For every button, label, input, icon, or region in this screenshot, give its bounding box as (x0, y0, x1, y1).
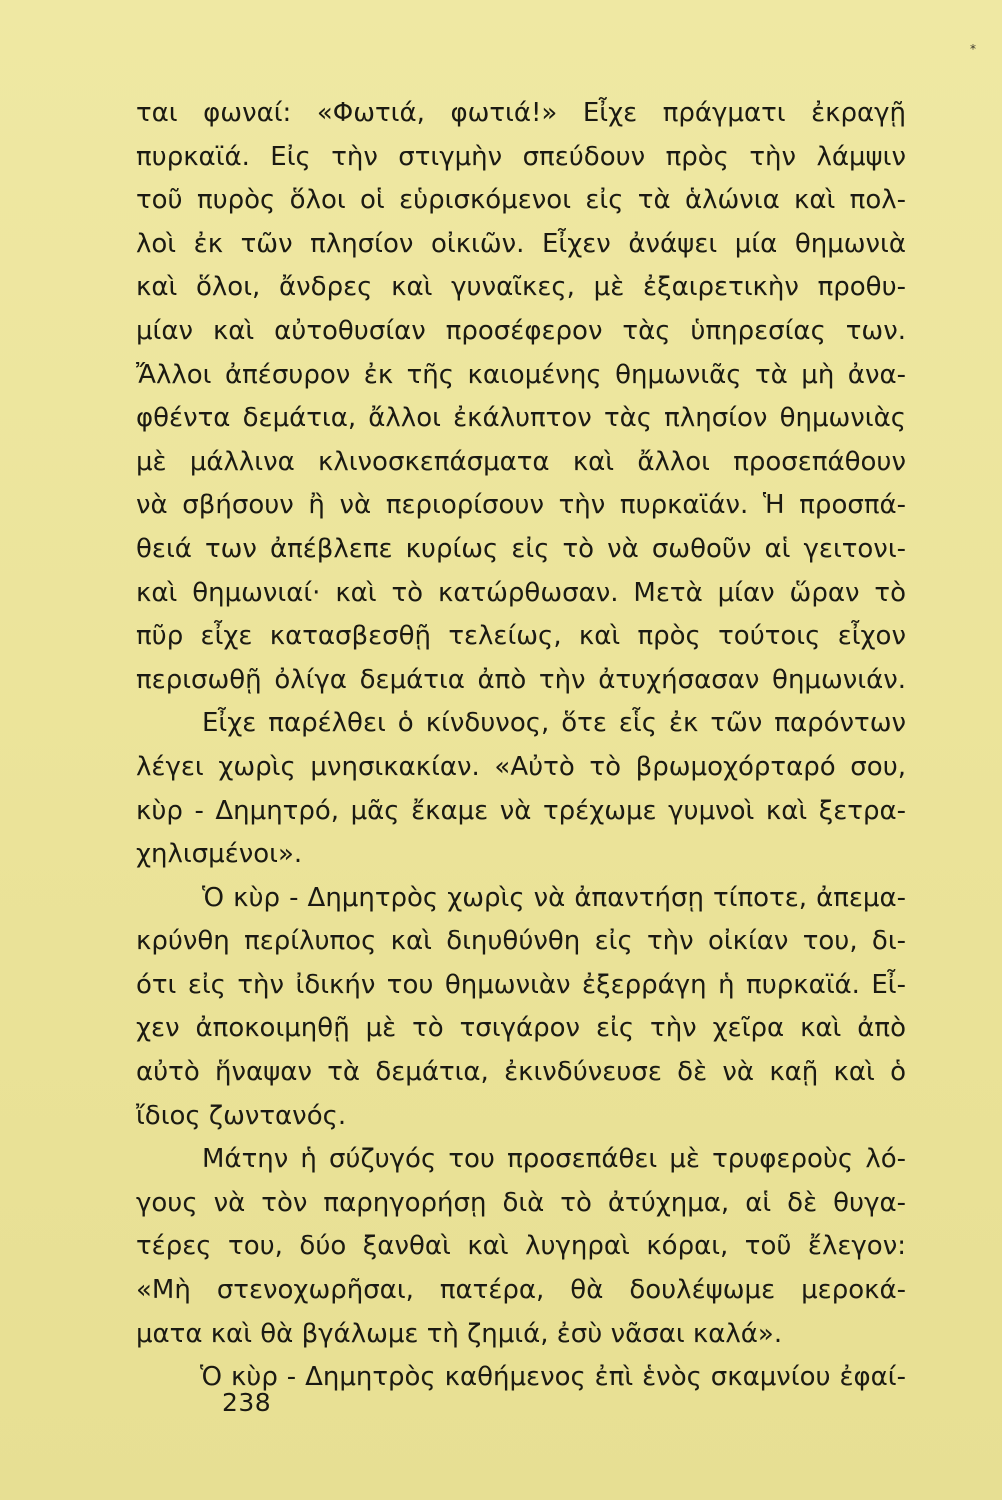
text-line: μίαν καὶ αὐτοθυσίαν προσέφερον τὰς ὑπηρεσίας των. (136, 315, 906, 346)
text-line: τέρες του, δύο ξανθαὶ καὶ λυγηραὶ κόραι, τοῦ ἔλεγον: (136, 1231, 906, 1262)
text-line: πῦρ εἶχε κατασβεσθῇ τελείως, καὶ πρὸς τούτοις εἶχον (136, 621, 906, 652)
text-line: κὺρ - Δημητρό, μᾶς ἔκαμε νὰ τρέχωμε γυμνοὶ καὶ ξετρα- (136, 795, 906, 826)
text-line: αὐτὸ ἥναψαν τὰ δεμάτια, ἐκινδύνευσε δὲ νὰ καῇ καὶ ὁ (136, 1057, 906, 1088)
text-line: ότι εἰς τὴν ἰδικήν του θημωνιὰν ἐξερράγη ἡ πυρκαϊά. Εἶ- (136, 969, 906, 1000)
text-line: φθέντα δεμάτια, ἄλλοι ἐκάλυπτον τὰς πλησίον θημωνιὰς (136, 403, 906, 434)
text-line: Ἄλλοι ἀπέσυρον ἐκ τῆς καιομένης θημωνιᾶς τὰ μὴ ἀνα- (136, 359, 906, 390)
text-line: «Μὴ στενοχωρῆσαι, πατέρα, θὰ δουλέψωμε μεροκά- (136, 1275, 906, 1306)
text-line: Εἶχε παρέλθει ὁ κίνδυνος, ὅτε εἷς ἐκ τῶν παρόντων (202, 708, 906, 739)
text-line: Ὁ κὺρ - Δημητρὸς χωρὶς νὰ ἀπαντήσῃ τίποτε, ἀπεμα- (202, 882, 906, 913)
page-body-text (136, 92, 906, 1400)
text-line: λέγει χωρὶς μνησικακίαν. «Αὐτὸ τὸ βρωμοχόρταρό σου, (136, 751, 906, 782)
text-line: νὰ σβήσουν ἢ νὰ περιορίσουν τὴν πυρκαϊάν. Ἡ προσπά- (136, 490, 906, 521)
text-line: ματα καὶ θὰ βγάλωμε τὴ ζημιά, ἐσὺ νᾶσαι καλά». (136, 1318, 783, 1349)
text-line: γους νὰ τὸν παρηγορήσῃ διὰ τὸ ἀτύχημα, αἱ δὲ θυγα- (136, 1187, 906, 1218)
text-line: Ὁ κὺρ - Δημητρὸς καθήμενος ἐπὶ ἑνὸς σκαμνίου ἐφαί- (200, 1362, 906, 1393)
text-line: ται φωναί: «Φωτιά, φωτιά!» Εἶχε πράγματι ἐκραγῇ (136, 98, 906, 128)
text-line: καὶ ὅλοι, ἄνδρες καὶ γυναῖκες, μὲ ἐξαιρετικὴν προθυ- (136, 272, 906, 303)
page-number: 238 (222, 1388, 272, 1417)
text-line: λοὶ ἐκ τῶν πλησίον οἰκιῶν. Εἶχεν ἀνάψει μία θημωνιὰ (136, 228, 906, 259)
text-line: καὶ θημωνιαί· καὶ τὸ κατώρθωσαν. Μετὰ μίαν ὥραν τὸ (136, 577, 906, 608)
corner-mark: * (970, 42, 976, 56)
text-line: μὲ μάλλινα κλινοσκεπάσματα καὶ ἄλλοι προσεπάθουν (136, 446, 906, 477)
text-line: ἴδιος ζωντανός. (136, 1100, 347, 1131)
text-line: Μάτην ἡ σύζυγός του προσεπάθει μὲ τρυφεροὺς λό- (202, 1144, 906, 1175)
text-line: τοῦ πυρὸς ὅλοι οἱ εὑρισκόμενοι εἰς τὰ ἁλώνια καὶ πολ- (136, 185, 906, 216)
text-line: χηλισμένοι». (136, 839, 303, 870)
text-line: περισωθῇ ὀλίγα δεμάτια ἀπὸ τὴν ἀτυχήσασαν θημωνιάν. (136, 664, 906, 695)
text-line: χεν ἀποκοιμηθῇ μὲ τὸ τσιγάρον εἰς τὴν χεῖρα καὶ ἀπὸ (136, 1013, 906, 1044)
text-line: πυρκαϊά. Εἰς τὴν στιγμὴν σπεύδουν πρὸς τὴν λάμψιν (136, 141, 906, 172)
text-line: κρύνθη περίλυπος καὶ διηυθύνθη εἰς τὴν οἰκίαν του, δι- (136, 926, 906, 957)
text-line: θειά των ἀπέβλεπε κυρίως εἰς τὸ νὰ σωθοῦν αἱ γειτονι- (136, 533, 906, 564)
